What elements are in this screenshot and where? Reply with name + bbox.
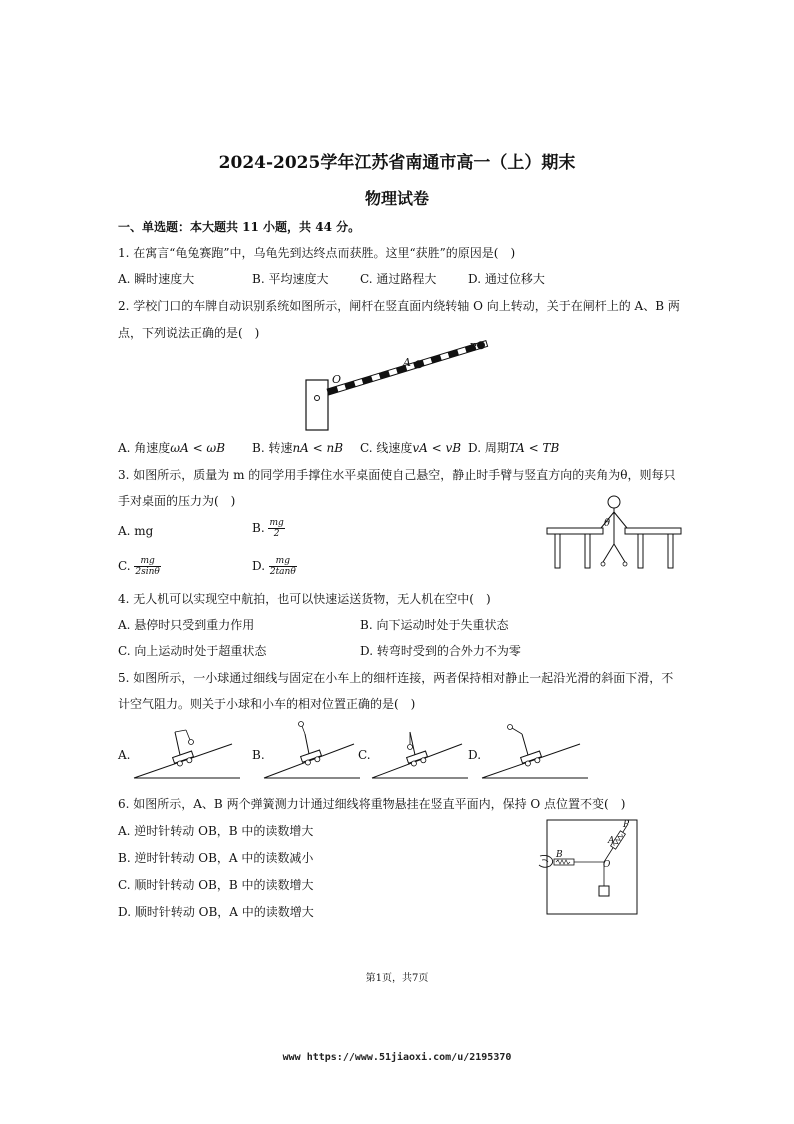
q4-option-d: D. 转弯时受到的合外力不为零: [360, 644, 521, 658]
q1-option-d: D. 通过位移大: [468, 272, 545, 286]
q4-stem: 4. 无人机可以实现空中航拍，也可以快速运送货物，无人机在空中( ): [118, 592, 491, 606]
q5-stem-line2: 计空气阻力。则关于小球和小车的相对位置正确的是( ): [118, 697, 416, 711]
label-a: A: [403, 356, 411, 369]
q3-option-a: A. mg: [118, 524, 154, 538]
label-spring-b: B: [556, 850, 563, 860]
q6-option-b: B. 逆时针转动 OB，A 中的读数减小: [118, 851, 314, 865]
q2-option-a: A. 角速度ωA < ωB: [118, 441, 226, 455]
q3-option-b: B. $\frac{mg}{2}$: [252, 518, 284, 539]
q6-option-c: C. 顺时针转动 OB，B 中的读数增大: [118, 878, 314, 892]
slope-cart-a-figure: [132, 722, 242, 780]
q3-option-d: D. $\frac{mg}{2\tan\theta}$: [252, 556, 296, 577]
label-point-o: O: [603, 860, 611, 870]
q5-label-d: D.: [468, 748, 482, 762]
q1-option-b: B. 平均速度大: [252, 272, 329, 286]
q2-stem-line2: 点，下列说法正确的是( ): [118, 326, 260, 340]
section-heading: 一、单选题：本大题共 11 小题，共 44 分。: [118, 220, 361, 234]
slope-cart-b-figure: [262, 722, 362, 780]
q1-stem: 1. 在寓言“龟兔赛跑”中，乌龟先到达终点而获胜。这里“获胜”的原因是( ): [118, 246, 516, 260]
q5-label-b: B.: [252, 748, 265, 762]
label-b: B: [469, 341, 478, 354]
q6-option-d: D. 顺时针转动 OB，A 中的读数增大: [118, 905, 314, 919]
q1-option-c: C. 通过路程大: [360, 272, 437, 286]
q6-option-a: A. 逆时针转动 OB，B 中的读数增大: [118, 824, 314, 838]
q2-option-b: B. 转速nA < nB: [252, 441, 344, 455]
q3-stem-line2: 手对桌面的压力为( ): [118, 494, 236, 508]
q6-stem: 6. 如图所示，A、B 两个弹簧测力计通过细线将重物悬挂在竖直平面内，保持 O 点位置不变( ): [118, 797, 626, 811]
page-title: 2024-2025学年江苏省南通市高一（上）期末: [218, 153, 576, 173]
q4-option-b: B. 向下运动时处于失重状态: [360, 618, 509, 632]
q4-option-c: C. 向上运动时处于超重状态: [118, 644, 267, 658]
watermark-url: www https://www.51jiaoxi.com/u/2195370: [282, 1052, 512, 1063]
label-spring-a: A: [608, 836, 615, 846]
label-o: O: [332, 373, 342, 386]
page-subtitle: 物理试卷: [364, 189, 429, 208]
q2-option-d: D. 周期TA < TB: [468, 441, 560, 455]
q3-option-c: C. $\frac{mg}{2\sin\theta}$: [118, 556, 160, 577]
q2-stem-line1: 2. 学校门口的车牌自动识别系统如图所示，闸杆在竖直面内绕转轴 O 向上转动，关于在闸杆上的 A、B 两: [118, 299, 680, 313]
q1-option-a: A. 瞬时速度大: [118, 272, 195, 286]
slope-cart-d-figure: [480, 722, 590, 780]
q4-option-a: A. 悬停时只受到重力作用: [118, 618, 255, 632]
q2-option-c: C. 线速度vA < vB: [360, 441, 462, 455]
q5-label-c: C.: [358, 748, 371, 762]
q5-stem-line1: 5. 如图所示，一小球通过细线与固定在小车上的细杆连接，两者保持相对静止一起沿光滑的斜面下滑，不: [118, 671, 674, 685]
q5-label-a: A.: [118, 748, 131, 762]
q3-stem-line1: 3. 如图所示，质量为 m 的同学用手撑住水平桌面使自己悬空，静止时手臂与竖直方向的夹角为θ，则每只: [118, 468, 676, 482]
page-number: 第1页，共7页: [365, 973, 429, 984]
spring-balance-figure: [538, 818, 638, 916]
label-theta: θ: [604, 518, 611, 529]
label-p: P: [623, 820, 630, 830]
slope-cart-c-figure: [370, 722, 470, 780]
tables-person-figure: [545, 492, 685, 572]
